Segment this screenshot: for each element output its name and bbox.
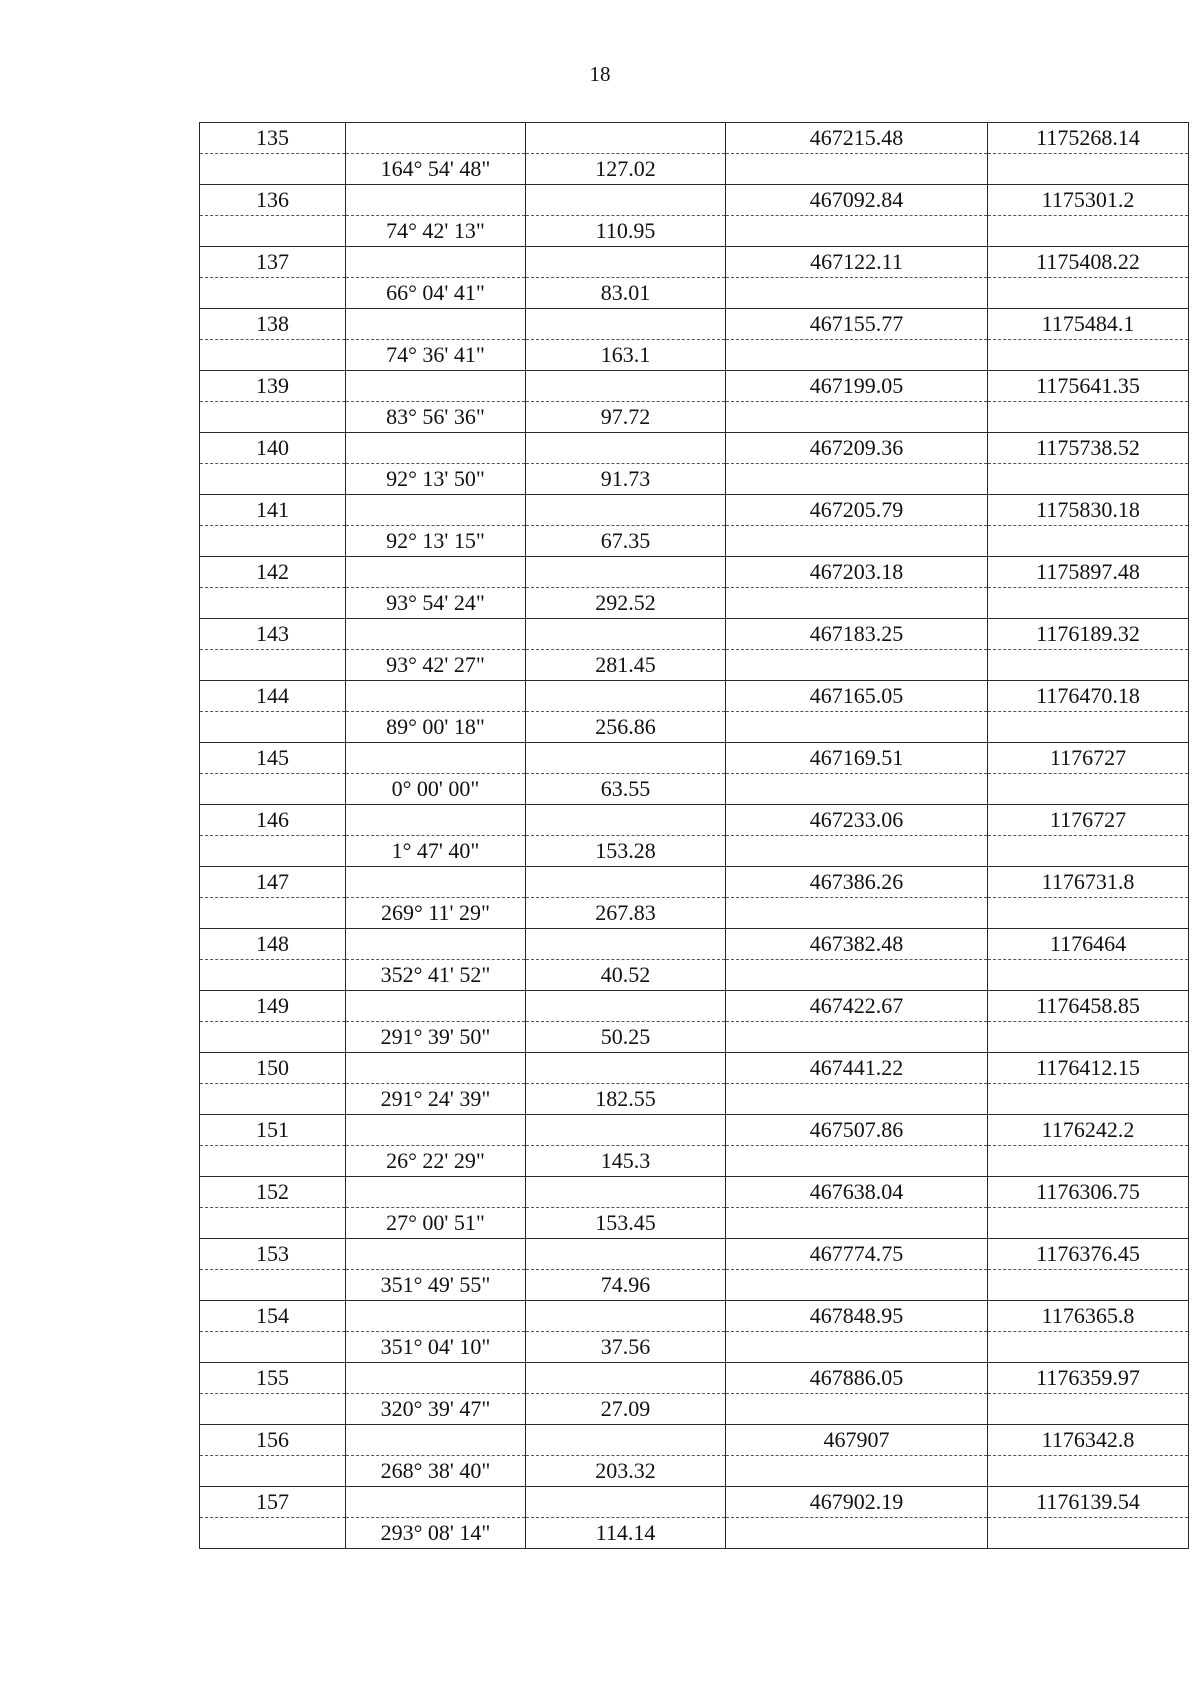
- point-row: [200, 557, 1189, 588]
- empty-y-cell: [988, 650, 1189, 681]
- segment-row: [200, 774, 1189, 805]
- point-row: [200, 743, 1189, 774]
- point-number-cell: 137: [200, 247, 346, 278]
- point-row: [200, 805, 1189, 836]
- segment-row: [200, 1456, 1189, 1487]
- point-number-cell: 149: [200, 991, 346, 1022]
- y-coordinate-cell: 1176412.15: [988, 1053, 1189, 1084]
- empty-point-cell: [200, 526, 346, 557]
- distance-cell: 114.14: [526, 1518, 726, 1549]
- empty-x-cell: [726, 1394, 988, 1425]
- point-number-cell: 150: [200, 1053, 346, 1084]
- bearing-cell: 320° 39' 47": [346, 1394, 526, 1425]
- coordinates-table: [199, 122, 1189, 1549]
- empty-bearing-cell: [346, 557, 526, 588]
- bearing-cell: 26° 22' 29": [346, 1146, 526, 1177]
- empty-x-cell: [726, 526, 988, 557]
- empty-y-cell: [988, 216, 1189, 247]
- empty-distance-cell: [526, 495, 726, 526]
- empty-distance-cell: [526, 743, 726, 774]
- segment-row: [200, 1084, 1189, 1115]
- point-number-cell: 152: [200, 1177, 346, 1208]
- bearing-cell: 92° 13' 50": [346, 464, 526, 495]
- empty-point-cell: [200, 1456, 346, 1487]
- segment-row: [200, 650, 1189, 681]
- empty-x-cell: [726, 774, 988, 805]
- y-coordinate-cell: 1175641.35: [988, 371, 1189, 402]
- segment-row: [200, 1332, 1189, 1363]
- y-coordinate-cell: 1176470.18: [988, 681, 1189, 712]
- distance-cell: 37.56: [526, 1332, 726, 1363]
- segment-row: [200, 216, 1189, 247]
- empty-bearing-cell: [346, 371, 526, 402]
- distance-cell: 281.45: [526, 650, 726, 681]
- distance-cell: 153.45: [526, 1208, 726, 1239]
- empty-y-cell: [988, 402, 1189, 433]
- y-coordinate-cell: 1175484.1: [988, 309, 1189, 340]
- distance-cell: 63.55: [526, 774, 726, 805]
- y-coordinate-cell: 1176731.8: [988, 867, 1189, 898]
- empty-y-cell: [988, 712, 1189, 743]
- empty-bearing-cell: [346, 1053, 526, 1084]
- y-coordinate-cell: 1176464: [988, 929, 1189, 960]
- empty-y-cell: [988, 1084, 1189, 1115]
- empty-point-cell: [200, 1332, 346, 1363]
- empty-distance-cell: [526, 309, 726, 340]
- point-number-cell: 143: [200, 619, 346, 650]
- empty-bearing-cell: [346, 1363, 526, 1394]
- bearing-cell: 352° 41' 52": [346, 960, 526, 991]
- empty-x-cell: [726, 836, 988, 867]
- distance-cell: 40.52: [526, 960, 726, 991]
- y-coordinate-cell: 1175268.14: [988, 123, 1189, 154]
- empty-point-cell: [200, 278, 346, 309]
- empty-point-cell: [200, 836, 346, 867]
- empty-y-cell: [988, 1146, 1189, 1177]
- x-coordinate-cell: 467907: [726, 1425, 988, 1456]
- x-coordinate-cell: 467886.05: [726, 1363, 988, 1394]
- empty-point-cell: [200, 1518, 346, 1549]
- empty-y-cell: [988, 898, 1189, 929]
- empty-y-cell: [988, 154, 1189, 185]
- empty-distance-cell: [526, 867, 726, 898]
- empty-bearing-cell: [346, 123, 526, 154]
- empty-x-cell: [726, 216, 988, 247]
- empty-bearing-cell: [346, 1115, 526, 1146]
- empty-x-cell: [726, 1332, 988, 1363]
- empty-distance-cell: [526, 681, 726, 712]
- empty-point-cell: [200, 960, 346, 991]
- distance-cell: 97.72: [526, 402, 726, 433]
- empty-bearing-cell: [346, 619, 526, 650]
- bearing-cell: 351° 49' 55": [346, 1270, 526, 1301]
- distance-cell: 145.3: [526, 1146, 726, 1177]
- empty-x-cell: [726, 1022, 988, 1053]
- empty-y-cell: [988, 960, 1189, 991]
- segment-row: [200, 1270, 1189, 1301]
- empty-x-cell: [726, 960, 988, 991]
- empty-distance-cell: [526, 1053, 726, 1084]
- segment-row: [200, 526, 1189, 557]
- empty-y-cell: [988, 1394, 1189, 1425]
- empty-point-cell: [200, 588, 346, 619]
- empty-distance-cell: [526, 433, 726, 464]
- point-number-cell: 144: [200, 681, 346, 712]
- empty-distance-cell: [526, 371, 726, 402]
- distance-cell: 182.55: [526, 1084, 726, 1115]
- point-number-cell: 135: [200, 123, 346, 154]
- segment-row: [200, 154, 1189, 185]
- x-coordinate-cell: 467092.84: [726, 185, 988, 216]
- empty-y-cell: [988, 1022, 1189, 1053]
- point-row: [200, 681, 1189, 712]
- empty-y-cell: [988, 1270, 1189, 1301]
- empty-point-cell: [200, 898, 346, 929]
- empty-bearing-cell: [346, 309, 526, 340]
- x-coordinate-cell: 467203.18: [726, 557, 988, 588]
- segment-row: [200, 588, 1189, 619]
- y-coordinate-cell: 1176242.2: [988, 1115, 1189, 1146]
- x-coordinate-cell: 467902.19: [726, 1487, 988, 1518]
- x-coordinate-cell: 467638.04: [726, 1177, 988, 1208]
- y-coordinate-cell: 1176727: [988, 805, 1189, 836]
- bearing-cell: 89° 00' 18": [346, 712, 526, 743]
- bearing-cell: 268° 38' 40": [346, 1456, 526, 1487]
- empty-y-cell: [988, 526, 1189, 557]
- point-row: [200, 247, 1189, 278]
- empty-bearing-cell: [346, 1425, 526, 1456]
- empty-distance-cell: [526, 805, 726, 836]
- distance-cell: 267.83: [526, 898, 726, 929]
- bearing-cell: 83° 56' 36": [346, 402, 526, 433]
- empty-distance-cell: [526, 619, 726, 650]
- point-number-cell: 153: [200, 1239, 346, 1270]
- point-row: [200, 1363, 1189, 1394]
- bearing-cell: 1° 47' 40": [346, 836, 526, 867]
- point-number-cell: 145: [200, 743, 346, 774]
- empty-x-cell: [726, 278, 988, 309]
- point-number-cell: 148: [200, 929, 346, 960]
- empty-bearing-cell: [346, 433, 526, 464]
- bearing-cell: 92° 13' 15": [346, 526, 526, 557]
- bearing-cell: 74° 42' 13": [346, 216, 526, 247]
- point-number-cell: 156: [200, 1425, 346, 1456]
- empty-point-cell: [200, 1146, 346, 1177]
- distance-cell: 50.25: [526, 1022, 726, 1053]
- empty-x-cell: [726, 1518, 988, 1549]
- distance-cell: 83.01: [526, 278, 726, 309]
- empty-distance-cell: [526, 1177, 726, 1208]
- empty-point-cell: [200, 650, 346, 681]
- empty-y-cell: [988, 774, 1189, 805]
- empty-bearing-cell: [346, 743, 526, 774]
- empty-x-cell: [726, 1456, 988, 1487]
- empty-point-cell: [200, 1022, 346, 1053]
- empty-bearing-cell: [346, 1239, 526, 1270]
- point-number-cell: 140: [200, 433, 346, 464]
- segment-row: [200, 1518, 1189, 1549]
- bearing-cell: 27° 00' 51": [346, 1208, 526, 1239]
- x-coordinate-cell: 467155.77: [726, 309, 988, 340]
- x-coordinate-cell: 467386.26: [726, 867, 988, 898]
- empty-x-cell: [726, 650, 988, 681]
- bearing-cell: 0° 00' 00": [346, 774, 526, 805]
- point-row: [200, 371, 1189, 402]
- empty-distance-cell: [526, 1487, 726, 1518]
- point-row: [200, 991, 1189, 1022]
- segment-row: [200, 1394, 1189, 1425]
- x-coordinate-cell: 467199.05: [726, 371, 988, 402]
- empty-x-cell: [726, 1084, 988, 1115]
- x-coordinate-cell: 467165.05: [726, 681, 988, 712]
- y-coordinate-cell: 1175738.52: [988, 433, 1189, 464]
- empty-x-cell: [726, 154, 988, 185]
- point-row: [200, 185, 1189, 216]
- x-coordinate-cell: 467183.25: [726, 619, 988, 650]
- empty-bearing-cell: [346, 1487, 526, 1518]
- empty-point-cell: [200, 712, 346, 743]
- bearing-cell: 74° 36' 41": [346, 340, 526, 371]
- distance-cell: 256.86: [526, 712, 726, 743]
- empty-x-cell: [726, 898, 988, 929]
- segment-row: [200, 712, 1189, 743]
- empty-y-cell: [988, 1208, 1189, 1239]
- x-coordinate-cell: 467233.06: [726, 805, 988, 836]
- distance-cell: 110.95: [526, 216, 726, 247]
- empty-point-cell: [200, 402, 346, 433]
- empty-bearing-cell: [346, 185, 526, 216]
- empty-point-cell: [200, 774, 346, 805]
- x-coordinate-cell: 467169.51: [726, 743, 988, 774]
- segment-row: [200, 464, 1189, 495]
- empty-distance-cell: [526, 557, 726, 588]
- y-coordinate-cell: 1176359.97: [988, 1363, 1189, 1394]
- empty-bearing-cell: [346, 247, 526, 278]
- y-coordinate-cell: 1176365.8: [988, 1301, 1189, 1332]
- empty-bearing-cell: [346, 1177, 526, 1208]
- empty-x-cell: [726, 402, 988, 433]
- y-coordinate-cell: 1175408.22: [988, 247, 1189, 278]
- point-number-cell: 146: [200, 805, 346, 836]
- point-number-cell: 139: [200, 371, 346, 402]
- point-number-cell: 138: [200, 309, 346, 340]
- y-coordinate-cell: 1176139.54: [988, 1487, 1189, 1518]
- distance-cell: 67.35: [526, 526, 726, 557]
- segment-row: [200, 1146, 1189, 1177]
- point-number-cell: 136: [200, 185, 346, 216]
- empty-x-cell: [726, 712, 988, 743]
- point-row: [200, 123, 1189, 154]
- point-row: [200, 433, 1189, 464]
- segment-row: [200, 1022, 1189, 1053]
- y-coordinate-cell: 1176458.85: [988, 991, 1189, 1022]
- point-row: [200, 867, 1189, 898]
- empty-y-cell: [988, 1518, 1189, 1549]
- point-row: [200, 1487, 1189, 1518]
- empty-y-cell: [988, 340, 1189, 371]
- point-number-cell: 142: [200, 557, 346, 588]
- segment-row: [200, 278, 1189, 309]
- point-number-cell: 154: [200, 1301, 346, 1332]
- bearing-cell: 351° 04' 10": [346, 1332, 526, 1363]
- point-number-cell: 155: [200, 1363, 346, 1394]
- empty-x-cell: [726, 340, 988, 371]
- empty-point-cell: [200, 340, 346, 371]
- point-row: [200, 1239, 1189, 1270]
- point-row: [200, 929, 1189, 960]
- empty-distance-cell: [526, 1425, 726, 1456]
- x-coordinate-cell: 467441.22: [726, 1053, 988, 1084]
- empty-x-cell: [726, 1146, 988, 1177]
- bearing-cell: 164° 54' 48": [346, 154, 526, 185]
- empty-distance-cell: [526, 247, 726, 278]
- y-coordinate-cell: 1176189.32: [988, 619, 1189, 650]
- point-number-cell: 147: [200, 867, 346, 898]
- bearing-cell: 93° 42' 27": [346, 650, 526, 681]
- empty-point-cell: [200, 1208, 346, 1239]
- y-coordinate-cell: 1176727: [988, 743, 1189, 774]
- empty-bearing-cell: [346, 495, 526, 526]
- y-coordinate-cell: 1175897.48: [988, 557, 1189, 588]
- coordinates-table-body: [200, 123, 1189, 1549]
- empty-distance-cell: [526, 1301, 726, 1332]
- empty-point-cell: [200, 1084, 346, 1115]
- distance-cell: 91.73: [526, 464, 726, 495]
- empty-point-cell: [200, 154, 346, 185]
- x-coordinate-cell: 467422.67: [726, 991, 988, 1022]
- x-coordinate-cell: 467215.48: [726, 123, 988, 154]
- point-row: [200, 309, 1189, 340]
- distance-cell: 27.09: [526, 1394, 726, 1425]
- point-number-cell: 141: [200, 495, 346, 526]
- bearing-cell: 291° 24' 39": [346, 1084, 526, 1115]
- y-coordinate-cell: 1175830.18: [988, 495, 1189, 526]
- x-coordinate-cell: 467122.11: [726, 247, 988, 278]
- segment-row: [200, 402, 1189, 433]
- point-row: [200, 1053, 1189, 1084]
- point-row: [200, 619, 1189, 650]
- segment-row: [200, 960, 1189, 991]
- empty-distance-cell: [526, 1363, 726, 1394]
- x-coordinate-cell: 467205.79: [726, 495, 988, 526]
- empty-distance-cell: [526, 991, 726, 1022]
- empty-bearing-cell: [346, 681, 526, 712]
- empty-point-cell: [200, 464, 346, 495]
- x-coordinate-cell: 467848.95: [726, 1301, 988, 1332]
- empty-distance-cell: [526, 185, 726, 216]
- distance-cell: 74.96: [526, 1270, 726, 1301]
- empty-point-cell: [200, 216, 346, 247]
- empty-distance-cell: [526, 1115, 726, 1146]
- point-row: [200, 1115, 1189, 1146]
- point-row: [200, 1177, 1189, 1208]
- empty-distance-cell: [526, 929, 726, 960]
- empty-x-cell: [726, 464, 988, 495]
- bearing-cell: 291° 39' 50": [346, 1022, 526, 1053]
- distance-cell: 163.1: [526, 340, 726, 371]
- segment-row: [200, 1208, 1189, 1239]
- empty-x-cell: [726, 1270, 988, 1301]
- bearing-cell: 66° 04' 41": [346, 278, 526, 309]
- point-number-cell: 157: [200, 1487, 346, 1518]
- point-row: [200, 495, 1189, 526]
- empty-y-cell: [988, 588, 1189, 619]
- empty-bearing-cell: [346, 929, 526, 960]
- point-number-cell: 151: [200, 1115, 346, 1146]
- empty-x-cell: [726, 1208, 988, 1239]
- y-coordinate-cell: 1176376.45: [988, 1239, 1189, 1270]
- bearing-cell: 293° 08' 14": [346, 1518, 526, 1549]
- y-coordinate-cell: 1176306.75: [988, 1177, 1189, 1208]
- point-row: [200, 1425, 1189, 1456]
- empty-bearing-cell: [346, 1301, 526, 1332]
- y-coordinate-cell: 1175301.2: [988, 185, 1189, 216]
- distance-cell: 203.32: [526, 1456, 726, 1487]
- page-number: 18: [589, 62, 611, 86]
- empty-y-cell: [988, 464, 1189, 495]
- bearing-cell: 269° 11' 29": [346, 898, 526, 929]
- empty-y-cell: [988, 836, 1189, 867]
- empty-y-cell: [988, 1456, 1189, 1487]
- empty-point-cell: [200, 1270, 346, 1301]
- empty-x-cell: [726, 588, 988, 619]
- x-coordinate-cell: 467774.75: [726, 1239, 988, 1270]
- empty-distance-cell: [526, 123, 726, 154]
- empty-point-cell: [200, 1394, 346, 1425]
- segment-row: [200, 836, 1189, 867]
- bearing-cell: 93° 54' 24": [346, 588, 526, 619]
- distance-cell: 127.02: [526, 154, 726, 185]
- x-coordinate-cell: 467209.36: [726, 433, 988, 464]
- empty-bearing-cell: [346, 805, 526, 836]
- empty-bearing-cell: [346, 991, 526, 1022]
- y-coordinate-cell: 1176342.8: [988, 1425, 1189, 1456]
- point-row: [200, 1301, 1189, 1332]
- distance-cell: 153.28: [526, 836, 726, 867]
- empty-y-cell: [988, 1332, 1189, 1363]
- distance-cell: 292.52: [526, 588, 726, 619]
- empty-distance-cell: [526, 1239, 726, 1270]
- empty-y-cell: [988, 278, 1189, 309]
- empty-bearing-cell: [346, 867, 526, 898]
- segment-row: [200, 340, 1189, 371]
- x-coordinate-cell: 467507.86: [726, 1115, 988, 1146]
- x-coordinate-cell: 467382.48: [726, 929, 988, 960]
- segment-row: [200, 898, 1189, 929]
